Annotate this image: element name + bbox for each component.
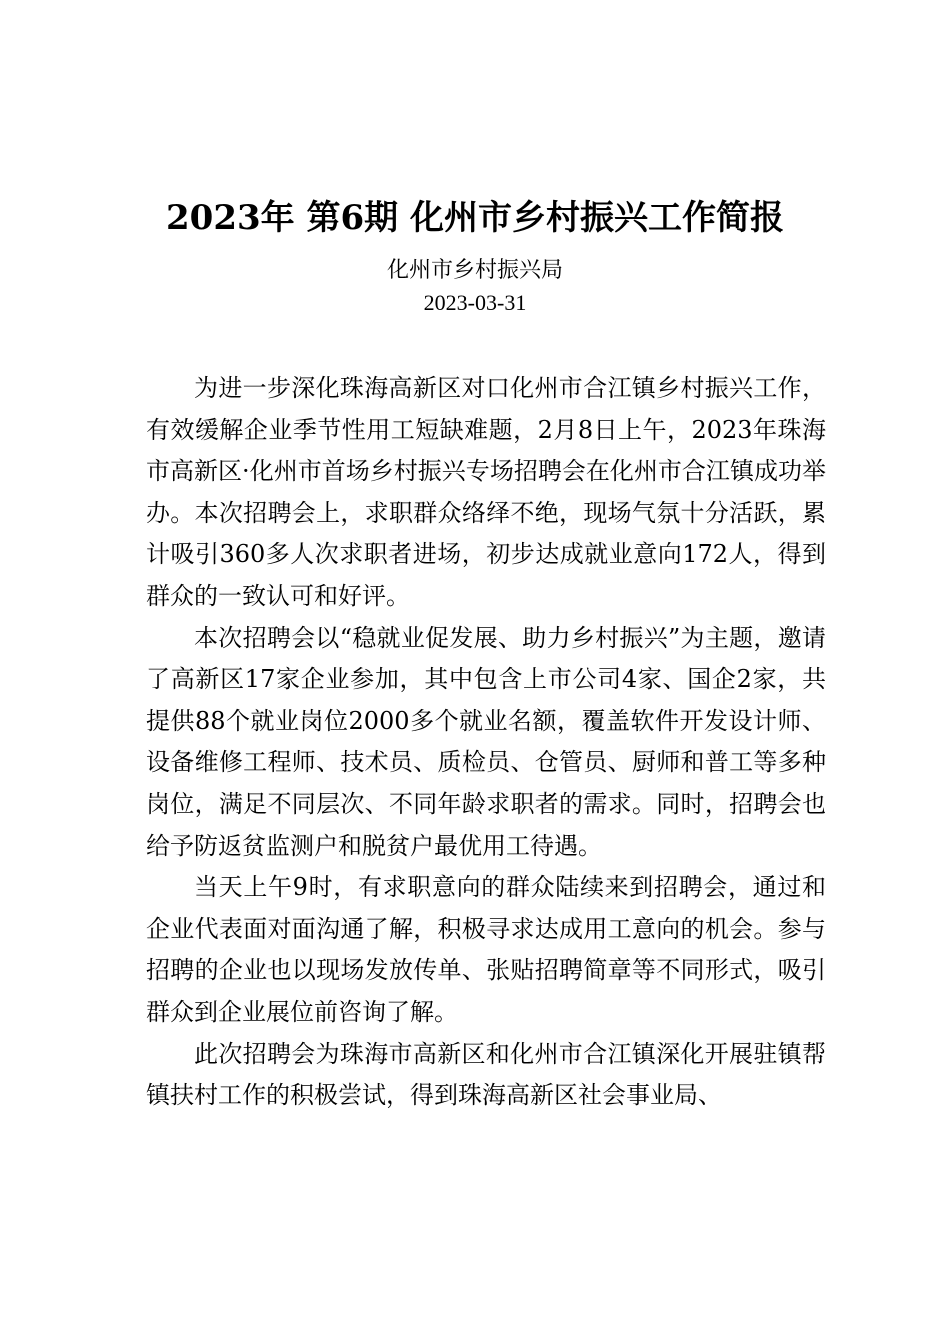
document-body — [146, 368, 826, 1117]
body-paragraph: 本次招聘会以“稳就业促发展、助力乡村振兴”为主题，邀请了高新区17家企业参加，其中包含上市公司4家、国企2家，共提供88个就业岗位2000多个就业名额，覆盖软件开发设计师、设备维修工程师、技术员、质检员、仓管员、厨师和普工等多种岗位，满足不同层次、不同年龄求职者的需求。同时，招聘会也给予防返贫监测户和脱贫户最优用工待遇。 — [146, 623, 826, 860]
issue-date: 2023-03-31 — [423, 290, 527, 315]
body-paragraph: 为进一步深化珠海高新区对口化州市合江镇乡村振兴工作，有效缓解企业季节性用工短缺难题，2月8日上午，2023年珠海市高新区·化州市首场乡村振兴专场招聘会在化州市合江镇成功举办。本次招聘会上，求职群众络绎不绝，现场气氛十分活跃，累计吸引360多人次求职者进场，初步达成就业意向172人，得到群众的一致认可和好评。 — [146, 374, 826, 610]
document-title: 2023年 第6期 化州市乡村振兴工作简报 — [166, 198, 784, 238]
body-paragraph: 当天上午9时，有求职意向的群众陆续来到招聘会，通过和企业代表面对面沟通了解，积极寻求达成用工意向的机会。参与招聘的企业也以现场发放传单、张贴招聘简章等不同形式，吸引群众到企业展位前咨询了解。 — [146, 873, 826, 1026]
body-paragraph: 此次招聘会为珠海市高新区和化州市合江镇深化开展驻镇帮镇扶村工作的积极尝试，得到珠海高新区社会事业局、 — [146, 1039, 826, 1110]
issuing-organization: 化州市乡村振兴局 — [386, 258, 563, 283]
